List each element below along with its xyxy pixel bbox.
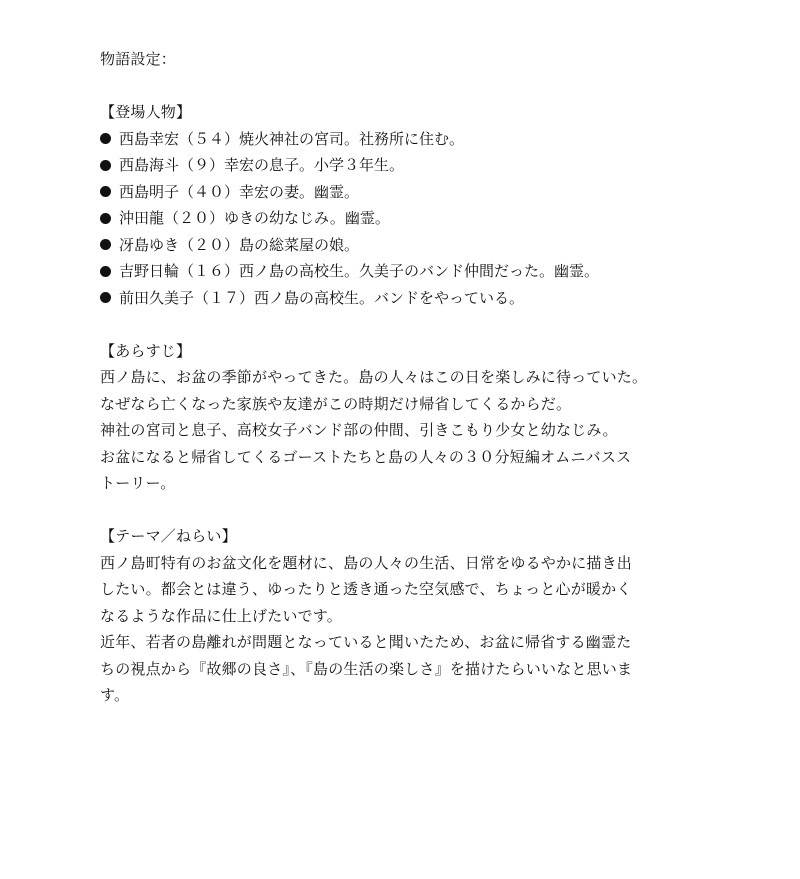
bullet-icon	[100, 292, 111, 303]
character-text: 沖田龍（２０）ゆきの幼なじみ。幽霊。	[119, 209, 390, 227]
bullet-icon	[100, 160, 111, 171]
bullet-icon	[100, 266, 111, 277]
character-item	[100, 179, 670, 206]
character-text: 西島幸宏（５４）焼火神社の宮司。社務所に住む。	[119, 129, 465, 148]
document-title: 物語設定：	[100, 50, 177, 68]
theme-line: 西ノ島町特有のお盆文化を題材に、島の人々の生活、日常をゆるやかに描き出	[100, 553, 633, 572]
theme-heading: 【テーマ／ねらい】	[100, 527, 237, 545]
synopsis-line: なぜなら亡くなった家族や友達がこの時期だけ帰省してくるからだ。	[100, 394, 572, 413]
character-text: 吉野日輪（１６）西ノ島の高校生。久美子のバンド仲間だった。幽霊。	[119, 262, 600, 280]
synopsis-line: トーリー。	[100, 474, 176, 492]
bullet-icon	[100, 213, 111, 224]
synopsis-line: 西ノ島に、お盆の季節がやってきた。島の人々はこの日を楽しみに待っていた。	[100, 368, 648, 386]
synopsis-line: 神社の宮司と息子、高校女子バンド部の仲間、引きこもり少女と幼なじみ。	[100, 421, 618, 439]
spacer	[100, 73, 670, 100]
character-item	[100, 258, 670, 285]
theme-line: 近年、若者の島離れが問題となっていると聞いたため、お盆に帰省する幽霊た	[100, 633, 632, 651]
character-item	[100, 152, 670, 179]
spacer	[100, 311, 670, 338]
character-text: 西島明子（４０）幸宏の妻。幽霊。	[119, 182, 360, 201]
theme-line: ちの視点から『故郷の良さ』、『島の生活の楽しさ』を描けたらいいなと思いま	[100, 659, 633, 678]
theme-line: したい。都会とは違う、ゆったりと透き通った空気感で、ちょっと心が暖かく	[100, 580, 632, 598]
bullet-icon	[100, 239, 111, 250]
characters-heading: 【登場人物】	[100, 103, 192, 121]
synopsis-heading: 【あらすじ】	[100, 341, 192, 360]
character-item	[100, 205, 670, 232]
character-text: 冴島ゆき（２０）島の総菜屋の娘。	[119, 235, 360, 254]
theme-line: す。	[100, 686, 130, 704]
character-text: 西島海斗（９）幸宏の息子。小学３年生。	[119, 156, 405, 174]
bullet-icon	[100, 186, 111, 197]
character-item	[100, 126, 670, 153]
character-text: 前田久美子（１７）西ノ島の高校生。バンドをやっている。	[119, 288, 525, 307]
document-page	[100, 46, 670, 709]
spacer	[100, 497, 670, 524]
bullet-icon	[100, 133, 111, 144]
synopsis-line: お盆になると帰省してくるゴーストたちと島の人々の３０分短編オムニバスス	[100, 447, 632, 466]
theme-line: なるような作品に仕上げたいです。	[100, 606, 343, 625]
character-item	[100, 285, 670, 312]
character-item	[100, 232, 670, 259]
